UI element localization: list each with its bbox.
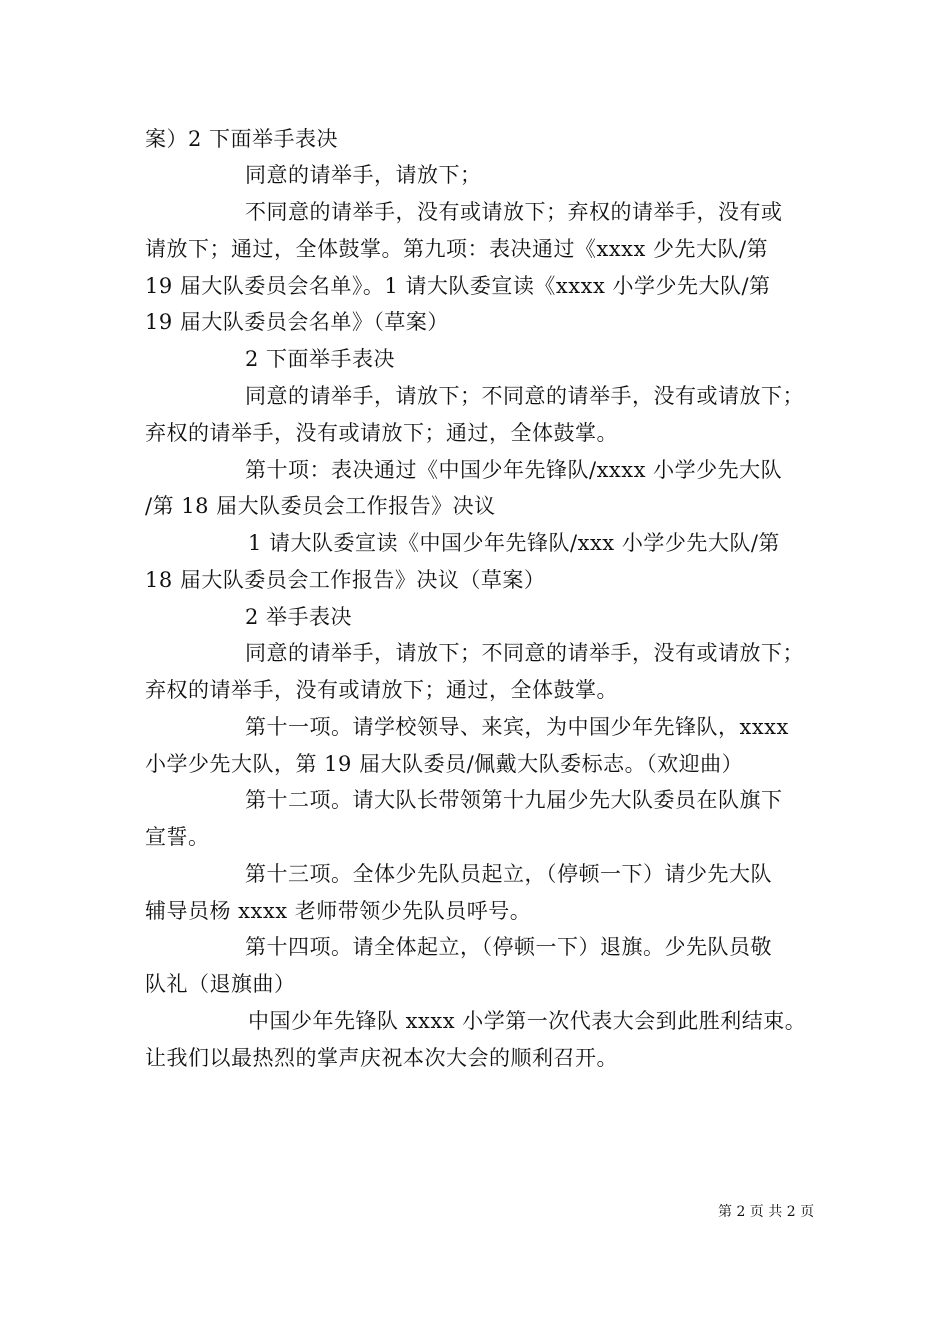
text-line: /第 18 届大队委员会工作报告》决议 xyxy=(145,494,496,518)
text-line: 辅导员杨 xxxx 老师带领少先队员呼号。 xyxy=(145,899,532,923)
text-line: 案）2 下面举手表决 xyxy=(145,127,339,151)
text-line: 同意的请举手，请放下；不同意的请举手，没有或请放下； xyxy=(245,641,804,665)
text-line: 1 请大队委宣读《中国少年先锋队/xxx 小学少先大队/第 xyxy=(248,531,780,555)
text-line: 中国少年先锋队 xxxx 小学第一次代表大会到此胜利结束。 xyxy=(248,1009,807,1033)
text-line: 请放下；通过，全体鼓掌。第九项：表决通过《xxxx 少先大队/第 xyxy=(145,237,769,261)
text-line: 第十四项。请全体起立，（停顿一下）退旗。少先队员敬 xyxy=(245,935,772,959)
text-line: 同意的请举手，请放下；不同意的请举手，没有或请放下； xyxy=(245,384,804,408)
page-number-footer: 第 2 页 共 2 页 xyxy=(718,1204,815,1220)
text-line: 同意的请举手，请放下； xyxy=(245,163,482,187)
text-line: 弃权的请举手，没有或请放下；通过，全体鼓掌。 xyxy=(145,678,618,702)
text-line: 小学少先大队，第 19 届大队委员/佩戴大队委标志。（欢迎曲） xyxy=(145,752,744,776)
text-line: 队礼（退旗曲） xyxy=(145,972,296,996)
text-line: 宣誓。 xyxy=(145,825,210,849)
text-line: 让我们以最热烈的掌声庆祝本次大会的顺利召开。 xyxy=(145,1046,618,1070)
text-line: 19 届大队委员会名单》（草案） xyxy=(145,310,449,334)
text-line: 第十三项。全体少先队员起立，（停顿一下）请少先大队 xyxy=(245,862,772,886)
text-line: 不同意的请举手，没有或请放下；弃权的请举手，没有或 xyxy=(245,200,783,224)
text-line: 弃权的请举手，没有或请放下；通过，全体鼓掌。 xyxy=(145,421,618,445)
text-line: 2 下面举手表决 xyxy=(245,347,396,371)
text-line: 第十一项。请学校领导、来宾，为中国少年先锋队，xxxx xyxy=(245,715,789,739)
text-line: 第十项：表决通过《中国少年先锋队/xxxx 小学少先大队 xyxy=(245,458,783,482)
text-line: 19 届大队委员会名单》。1 请大队委宣读《xxxx 小学少先大队/第 xyxy=(145,274,771,298)
text-line: 18 届大队委员会工作报告》决议（草案） xyxy=(145,568,546,592)
text-line: 2 举手表决 xyxy=(245,605,353,629)
text-line: 第十二项。请大队长带领第十九届少先大队委员在队旗下 xyxy=(245,788,783,812)
